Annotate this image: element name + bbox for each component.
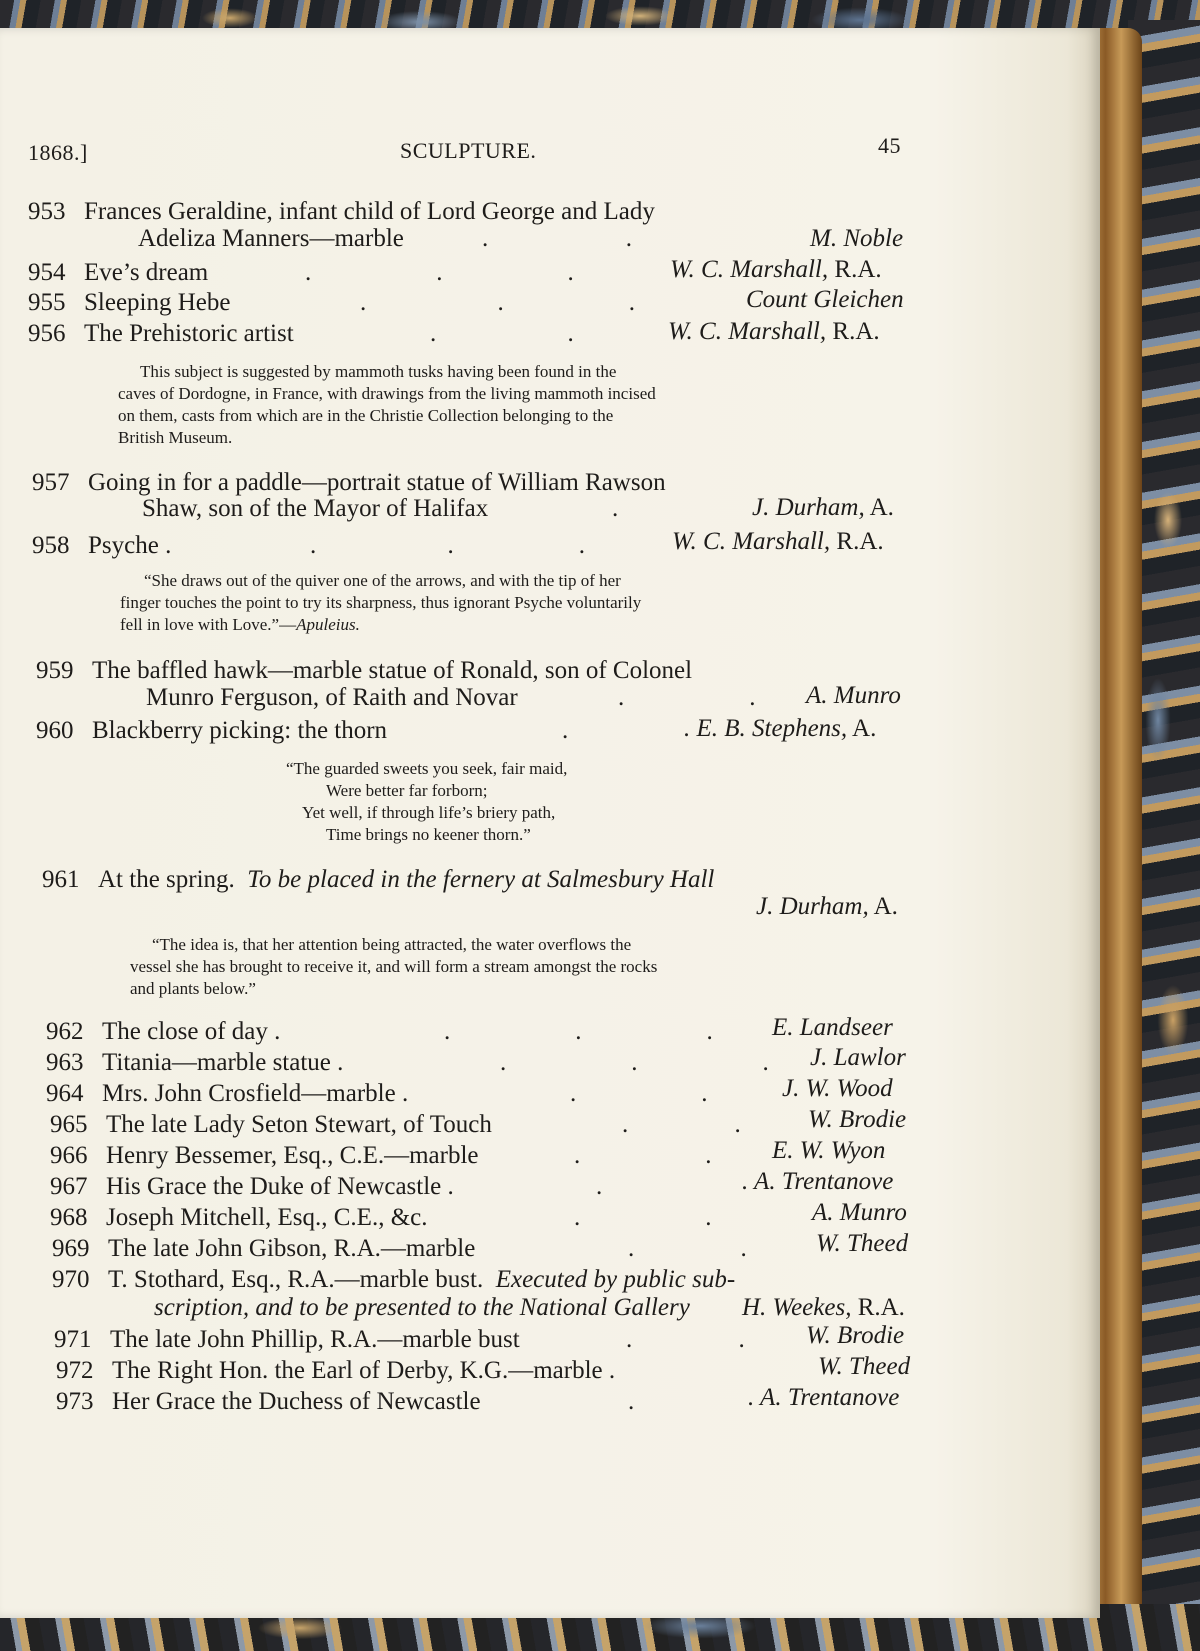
entry-artist: W. Theed: [818, 1353, 911, 1380]
leader-dots: . .: [626, 1326, 745, 1353]
entry-artist: W. C. Marshall, R.A.: [672, 528, 884, 555]
entry-title-continuation: Munro Ferguson, of Raith and Novar: [146, 684, 518, 711]
leader-dots: .: [562, 717, 569, 744]
catalogue-entry-963: 963 Titania—marble statue .: [46, 1049, 344, 1076]
entry-artist: . A. Trentanove: [742, 1168, 894, 1195]
entry-artist: E. W. Wyon: [772, 1137, 886, 1164]
entry-artist: M. Noble: [810, 225, 904, 252]
note-line: “The idea is, that her attention being attracted, the water overflows the: [152, 935, 632, 954]
leader-dots: . . .: [444, 1018, 713, 1045]
note-line: This subject is suggested by mammoth tusks having been found in the: [140, 362, 617, 381]
catalogue-entry-958: 958 Psyche .: [32, 532, 172, 559]
entry-title-continuation: Adeliza Manners—marble: [138, 225, 404, 252]
note-line: and plants below.”: [130, 979, 256, 998]
verse-line: Time brings no keener thorn.”: [326, 825, 531, 844]
entry-artist: W. C. Marshall, R.A.: [670, 256, 882, 283]
entry-artist: W. Theed: [816, 1230, 909, 1257]
catalogue-entry-970: 970 T. Stothard, Esq., R.A.—marble bust. Executed by public sub-: [52, 1266, 736, 1293]
note-line: finger touches the point to try its sharpness, thus ignorant Psyche voluntarily: [120, 593, 642, 612]
leader-dots: . .: [628, 1235, 747, 1262]
leader-dots: . .: [574, 1204, 712, 1231]
entry-artist: H. Weekes, R.A.: [742, 1294, 905, 1321]
verse-line: Yet well, if through life’s briery path,: [302, 803, 556, 822]
catalogue-entry-967: 967 His Grace the Duke of Newcastle .: [50, 1173, 454, 1200]
leader-dots: .: [612, 495, 619, 522]
entry-artist: W. Brodie: [808, 1106, 907, 1133]
catalogue-entry-973: 973 Her Grace the Duchess of Newcastle: [56, 1388, 481, 1415]
note-line: vessel she has brought to receive it, and will form a stream amongst the rocks: [130, 957, 658, 976]
entry-artist: J. Lawlor: [810, 1044, 906, 1071]
entry-artist: E. Landseer: [772, 1014, 893, 1041]
verse-line: “The guarded sweets you seek, fair maid,: [286, 759, 568, 778]
verse-line: Were better far forborn;: [326, 781, 488, 800]
catalogue-entry-956: 956 The Prehistoric artist: [28, 320, 294, 347]
catalogue-entry-959: 959 The baffled hawk—marble statue of Ronald, son of Colonel: [36, 657, 693, 684]
entry-artist: . A. Trentanove: [748, 1384, 900, 1411]
leader-dots: . . .: [500, 1049, 769, 1076]
catalogue-entry-961: 961 At the spring. To be placed in the fernery at Salmesbury Hall: [42, 866, 715, 893]
note-line: fell in love with Love.”—Apuleius.: [120, 615, 360, 634]
leader-dots: . . .: [310, 532, 585, 559]
entry-artist: W. Brodie: [806, 1322, 905, 1349]
catalogue-entry-957: 957 Going in for a paddle—portrait statue of William Rawson: [32, 469, 666, 496]
catalogue-entry-966: 966 Henry Bessemer, Esq., C.E.—marble: [50, 1142, 479, 1169]
catalogue-entry-960: 960 Blackberry picking: the thorn: [36, 717, 388, 744]
header-year: 1868.]: [28, 140, 88, 165]
entry-artist: A. Munro: [812, 1199, 907, 1226]
leader-dots: . .: [574, 1142, 712, 1169]
catalogue-entry-954: 954 Eve’s dream: [28, 259, 209, 286]
entry-artist: J. Durham, A.: [756, 893, 898, 920]
leader-dots: . .: [618, 684, 756, 711]
note-line: on them, casts from which are in the Christie Collection belonging to the: [118, 406, 614, 425]
leader-dots: .: [628, 1388, 635, 1415]
entry-artist: W. C. Marshall, R.A.: [668, 318, 880, 345]
catalogue-entry-964: 964 Mrs. John Crosfield—marble .: [46, 1080, 409, 1107]
note-line: “She draws out of the quiver one of the arrows, and with the tip of her: [144, 571, 621, 590]
leader-dots: . .: [482, 225, 632, 252]
catalogue-entry-965: 965 The late Lady Seton Stewart, of Touch: [50, 1111, 492, 1138]
catalogue-entry-971: 971 The late John Phillip, R.A.—marble bust: [54, 1326, 520, 1353]
leader-dots: .: [596, 1173, 603, 1200]
leader-dots: . . .: [360, 289, 635, 316]
leader-dots: . .: [570, 1080, 708, 1107]
leader-dots: . . .: [305, 259, 574, 286]
entry-artist: J. Durham, A.: [752, 494, 894, 521]
catalogue-entry-962: 962 The close of day .: [46, 1018, 281, 1045]
note-line: British Museum.: [118, 428, 233, 447]
entry-title-continuation: Shaw, son of the Mayor of Halifax: [142, 495, 489, 522]
entry-title-continuation: scription, and to be presented to the National Gallery: [154, 1294, 690, 1321]
page-number: 45: [878, 133, 901, 158]
catalogue-entry-968: 968 Joseph Mitchell, Esq., C.E., &c.: [50, 1204, 428, 1231]
entry-artist: A. Munro: [806, 682, 901, 709]
note-line: caves of Dordogne, in France, with drawings from the living mammoth incised: [118, 384, 656, 403]
entry-artist: J. W. Wood: [782, 1075, 893, 1102]
entry-artist: . E. B. Stephens, A.: [684, 715, 877, 742]
catalogue-entry-969: 969 The late John Gibson, R.A.—marble: [52, 1235, 476, 1262]
header-section: SCULPTURE.: [400, 138, 537, 163]
catalogue-entry-953: 953 Frances Geraldine, infant child of Lord George and Lady: [28, 198, 655, 225]
catalogue-entry-955: 955 Sleeping Hebe: [28, 289, 231, 316]
catalogue-entry-972: 972 The Right Hon. the Earl of Derby, K.G.—marble .: [56, 1357, 616, 1384]
entry-artist: Count Gleichen: [746, 286, 904, 313]
leader-dots: . .: [622, 1111, 741, 1138]
leader-dots: . .: [430, 320, 574, 347]
